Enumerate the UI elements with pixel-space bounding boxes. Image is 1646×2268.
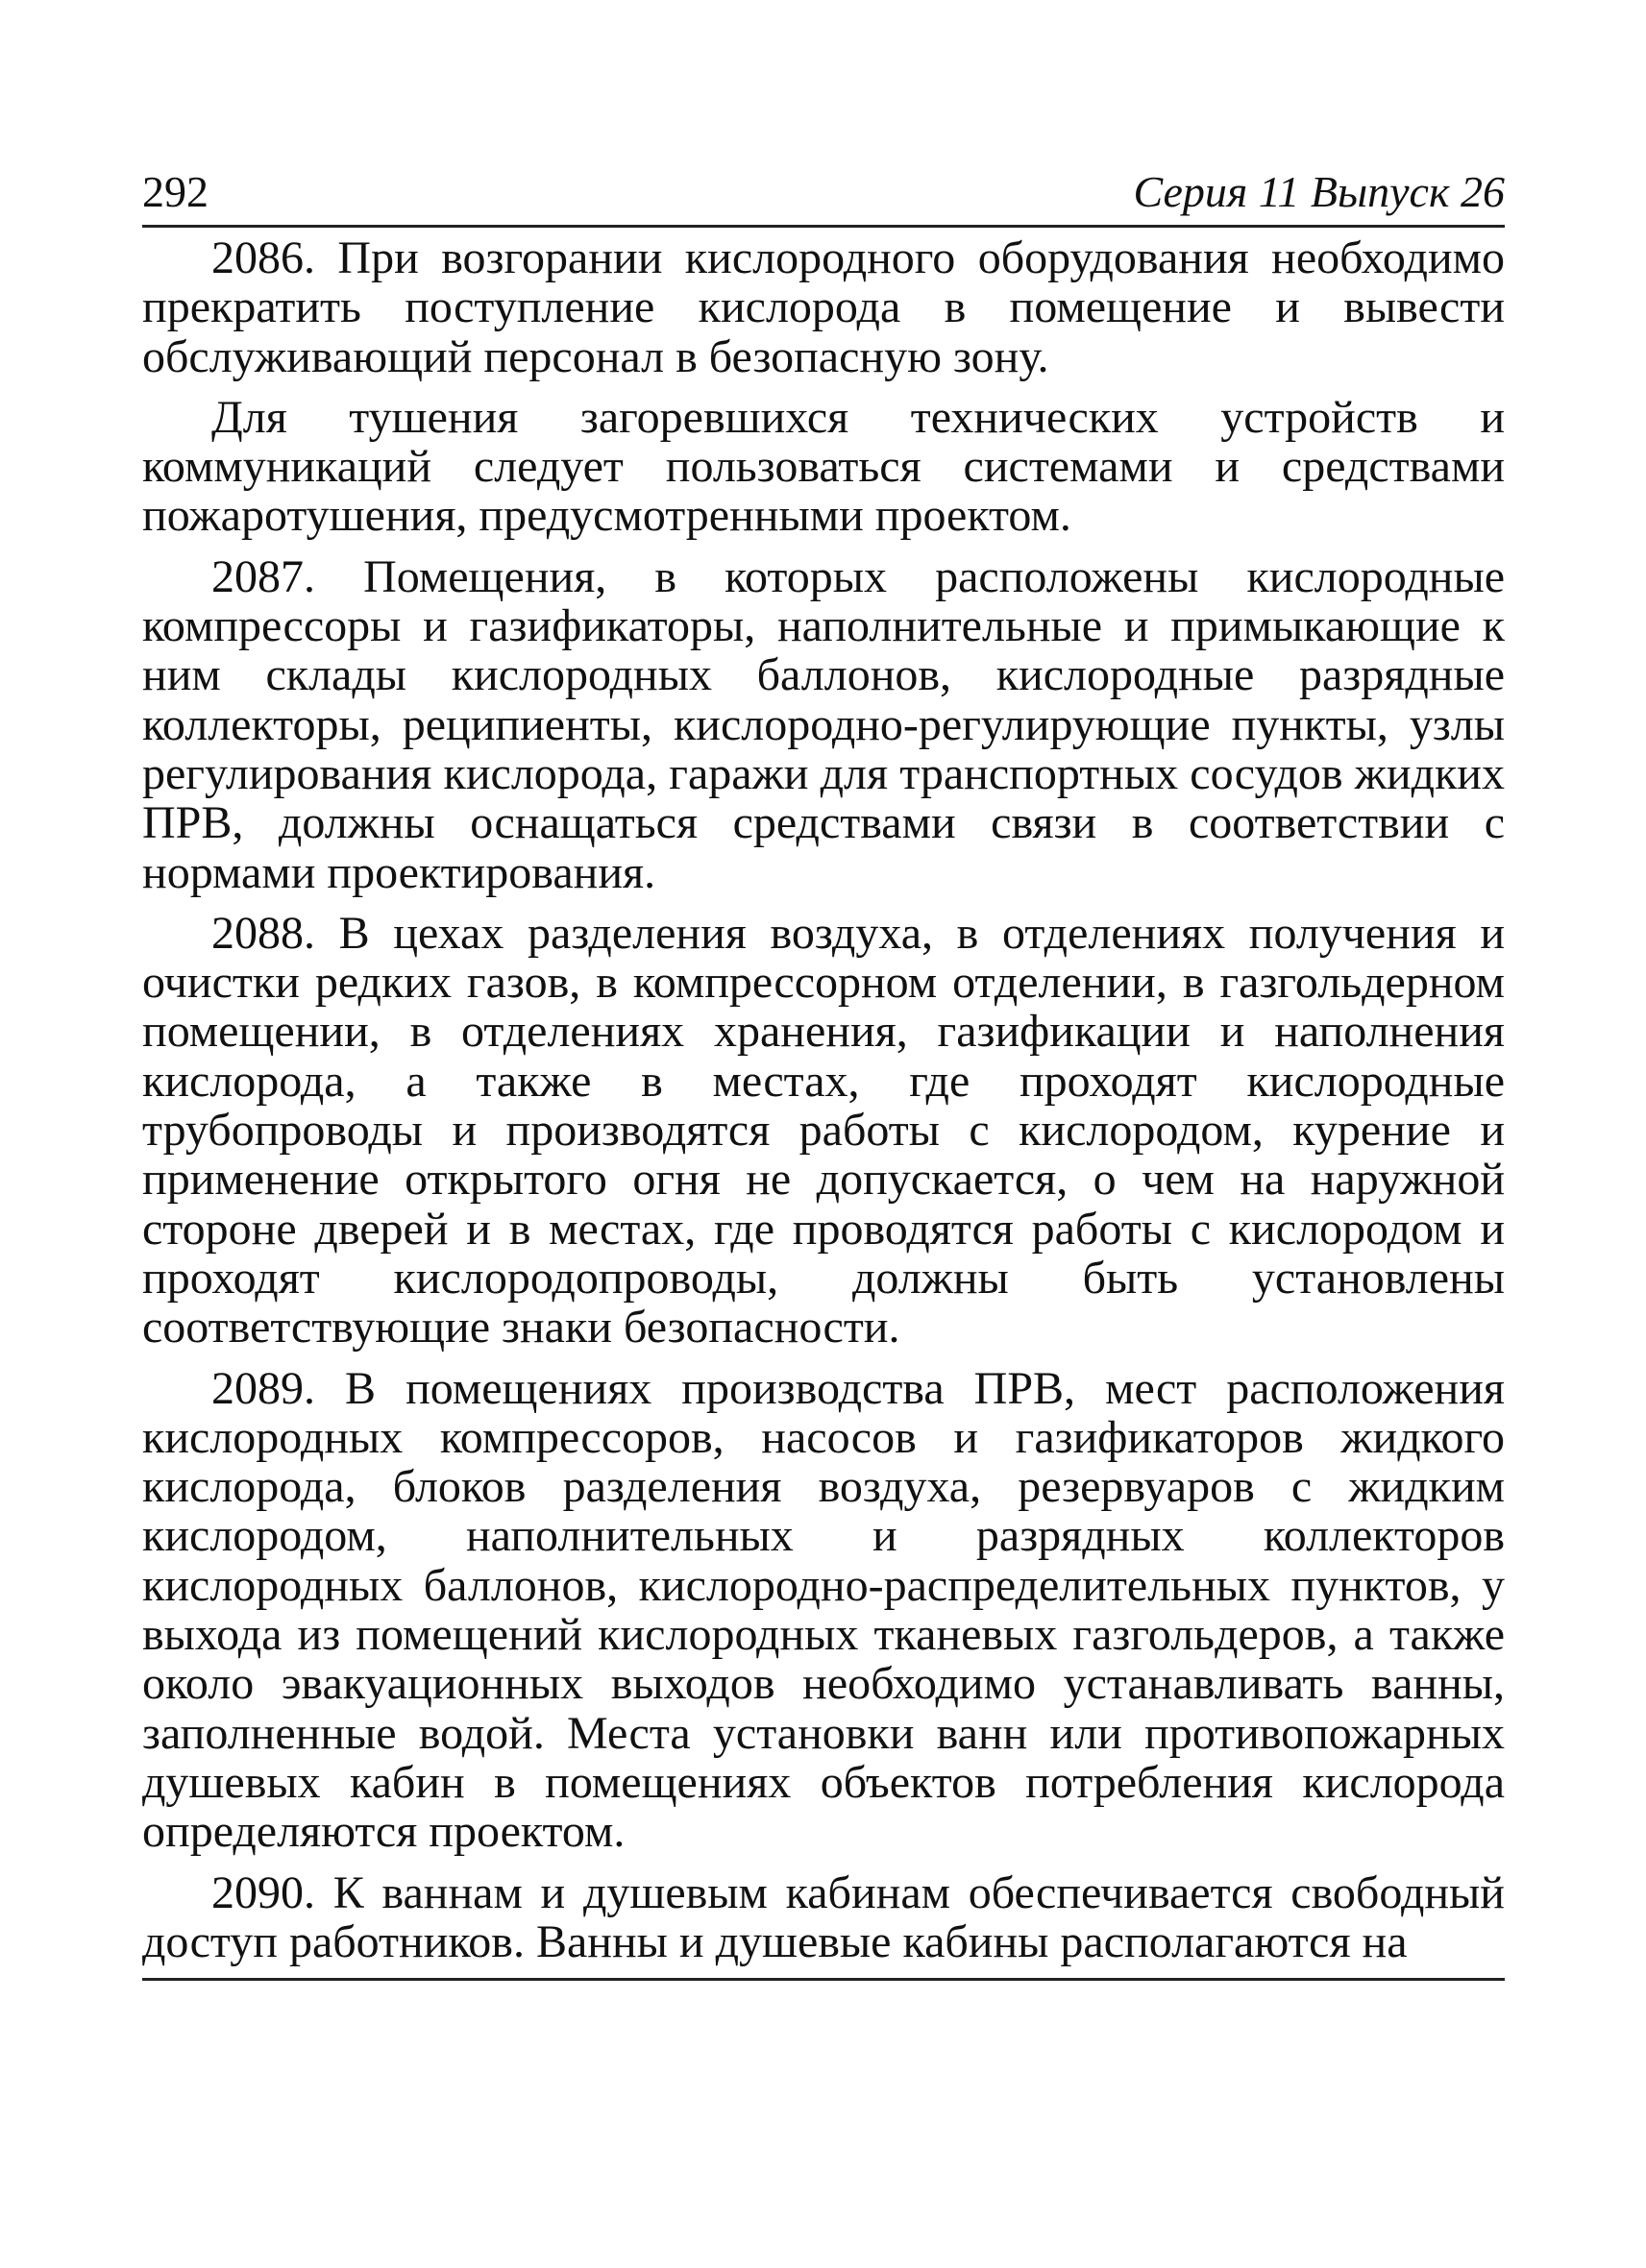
book-page (142, 161, 1505, 1981)
page-number: 292 (142, 167, 209, 216)
header-rule (142, 225, 1505, 228)
paragraph-2086: 2086. При возгорании кислородного оборудования необходимо прекратить поступление кислорода в помещение и вывести обслуживающий персонал в безопасную зону. (142, 232, 1505, 382)
paragraph-2089: 2089. В помещениях производства ПРВ, мест расположения кислородных компрессоров, насосов и газификаторов жидкого кислорода, блоков разделения воздуха, резервуаров с жидким кислородом, наполнительных и разрядных коллекторов кислородных баллонов, кислородно-распределительных пунктов, у выхода из помещений кислородных тканевых газгольдеров, а также около эвакуационных выходов необходимо устанавливать ванны, заполненные водой. Места установки ванн или противопожарных душевых кабин в помещениях объектов потребления кислорода определяются проектом. (142, 1362, 1505, 1858)
bottom-rule (142, 1978, 1505, 1981)
paragraph-2088: 2088. В цехах разделения воздуха, в отделениях получения и очистки редких газов, в компрессорном отделении, в газгольдерном помещении, в отделениях хранения, газификации и наполнения кислорода, а также в местах, где проходят кислородные трубопроводы и производятся работы с кислородом, курение и применение открытого огня не допускается, о чем на наружной стороне дверей и в местах, где проводятся работы с кислородом и проходят кислородопроводы, должны быть установлены соответствующие знаки безопасности. (142, 907, 1505, 1353)
paragraph-2087: 2087. Помещения, в которых расположены кислородные компрессоры и газификаторы, наполнительные и примыкающие к ним склады кислородных баллонов, кислородные разрядные коллекторы, реципиенты, кислородно-регулирующие пункты, узлы регулирования кислорода, гаражи для транспортных сосудов жидких ПРВ, должны оснащаться средствами связи в соответствии с нормами проектирования. (142, 550, 1505, 898)
paragraph-2086-continued: Для тушения загоревшихся технических устройств и коммуникаций следует пользоваться системами и средствами пожаротушения, предусмотренными проектом. (142, 391, 1505, 542)
page-body (142, 233, 1505, 1966)
paragraph-2090: 2090. К ваннам и душевым кабинам обеспечивается свободный доступ работников. Ванны и душевые кабины располагаются на (142, 1866, 1505, 1967)
page-header (142, 161, 1505, 223)
running-title: Серия 11 Выпуск 26 (1133, 167, 1505, 216)
